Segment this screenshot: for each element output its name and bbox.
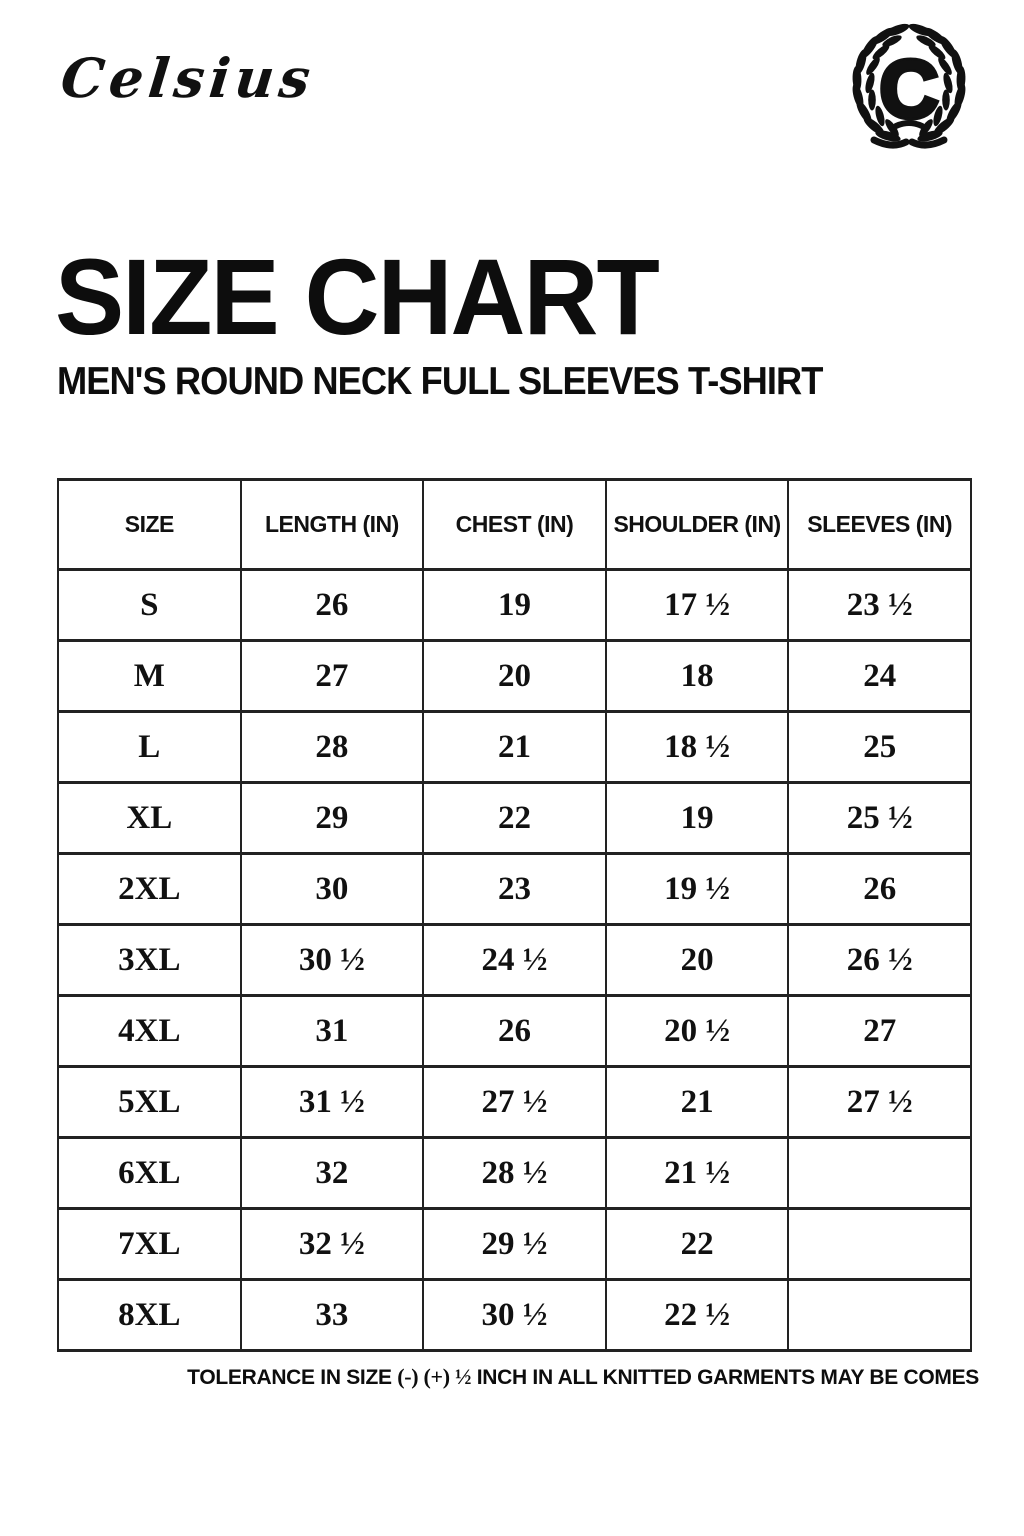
size-cell: 2XL [58, 854, 241, 925]
table-row [58, 712, 971, 783]
column-header-sleeves: SLEEVES (IN) [788, 480, 971, 570]
value-cell: 19 [606, 783, 789, 854]
value-cell: 21 [606, 1067, 789, 1138]
table-row [58, 1067, 971, 1138]
brand-crest [828, 20, 990, 155]
table-row [58, 1138, 971, 1209]
laurel-wreath-icon [828, 20, 990, 155]
crest-letter: C [879, 44, 939, 135]
value-cell: 31 [241, 996, 424, 1067]
size-table-body [58, 570, 971, 1351]
value-cell: 17 ½ [606, 570, 789, 641]
brand-wordmark: Celsius [58, 46, 319, 110]
value-cell: 30 [241, 854, 424, 925]
size-cell: 4XL [58, 996, 241, 1067]
size-cell: XL [58, 783, 241, 854]
value-cell: 21 ½ [606, 1138, 789, 1209]
tolerance-note-fraction: (-) (+) ½ [397, 1364, 472, 1389]
value-cell: 27 [788, 996, 971, 1067]
value-cell: 30 ½ [241, 925, 424, 996]
table-row [58, 783, 971, 854]
value-cell: 26 [788, 854, 971, 925]
value-cell: 18 ½ [606, 712, 789, 783]
value-cell: 32 ½ [241, 1209, 424, 1280]
value-cell: 20 ½ [606, 996, 789, 1067]
value-cell: 32 [241, 1138, 424, 1209]
page-title: SIZE CHART [55, 236, 658, 357]
header-row [58, 480, 971, 570]
tolerance-note [57, 1364, 979, 1390]
size-cell: M [58, 641, 241, 712]
size-cell: 8XL [58, 1280, 241, 1351]
size-cell: S [58, 570, 241, 641]
table-row [58, 925, 971, 996]
value-cell: 26 ½ [788, 925, 971, 996]
value-cell: 18 [606, 641, 789, 712]
value-cell [788, 1280, 971, 1351]
value-cell [788, 1209, 971, 1280]
table-row [58, 1209, 971, 1280]
value-cell: 24 [788, 641, 971, 712]
size-cell: 5XL [58, 1067, 241, 1138]
value-cell: 24 ½ [423, 925, 606, 996]
value-cell: 27 ½ [788, 1067, 971, 1138]
column-header-shoulder: SHOULDER (IN) [606, 480, 789, 570]
page-subtitle: MEN'S ROUND NECK FULL SLEEVES T-SHIRT [57, 360, 823, 403]
tolerance-note-text-2: INCH IN ALL KNITTED GARMENTS MAY BE COMES [476, 1366, 979, 1389]
value-cell: 28 [241, 712, 424, 783]
value-cell: 22 [606, 1209, 789, 1280]
value-cell: 19 ½ [606, 854, 789, 925]
value-cell: 23 ½ [788, 570, 971, 641]
value-cell: 31 ½ [241, 1067, 424, 1138]
size-table [57, 478, 972, 1352]
value-cell: 29 ½ [423, 1209, 606, 1280]
size-table-header [58, 480, 971, 570]
value-cell [788, 1138, 971, 1209]
value-cell: 27 [241, 641, 424, 712]
size-cell: L [58, 712, 241, 783]
table-row [58, 1280, 971, 1351]
value-cell: 29 [241, 783, 424, 854]
size-cell: 6XL [58, 1138, 241, 1209]
table-row [58, 570, 971, 641]
value-cell: 20 [606, 925, 789, 996]
value-cell: 22 [423, 783, 606, 854]
value-cell: 33 [241, 1280, 424, 1351]
value-cell: 19 [423, 570, 606, 641]
value-cell: 21 [423, 712, 606, 783]
value-cell: 25 ½ [788, 783, 971, 854]
size-cell: 7XL [58, 1209, 241, 1280]
column-header-length: LENGTH (IN) [241, 480, 424, 570]
value-cell: 30 ½ [423, 1280, 606, 1351]
table-row [58, 641, 971, 712]
value-cell: 23 [423, 854, 606, 925]
value-cell: 26 [423, 996, 606, 1067]
column-header-size: SIZE [58, 480, 241, 570]
column-header-chest: CHEST (IN) [423, 480, 606, 570]
table-row [58, 854, 971, 925]
value-cell: 22 ½ [606, 1280, 789, 1351]
size-cell: 3XL [58, 925, 241, 996]
tolerance-note-text-1: TOLERANCE IN SIZE [187, 1366, 392, 1389]
value-cell: 27 ½ [423, 1067, 606, 1138]
value-cell: 26 [241, 570, 424, 641]
value-cell: 28 ½ [423, 1138, 606, 1209]
value-cell: 20 [423, 641, 606, 712]
value-cell: 25 [788, 712, 971, 783]
table-row [58, 996, 971, 1067]
